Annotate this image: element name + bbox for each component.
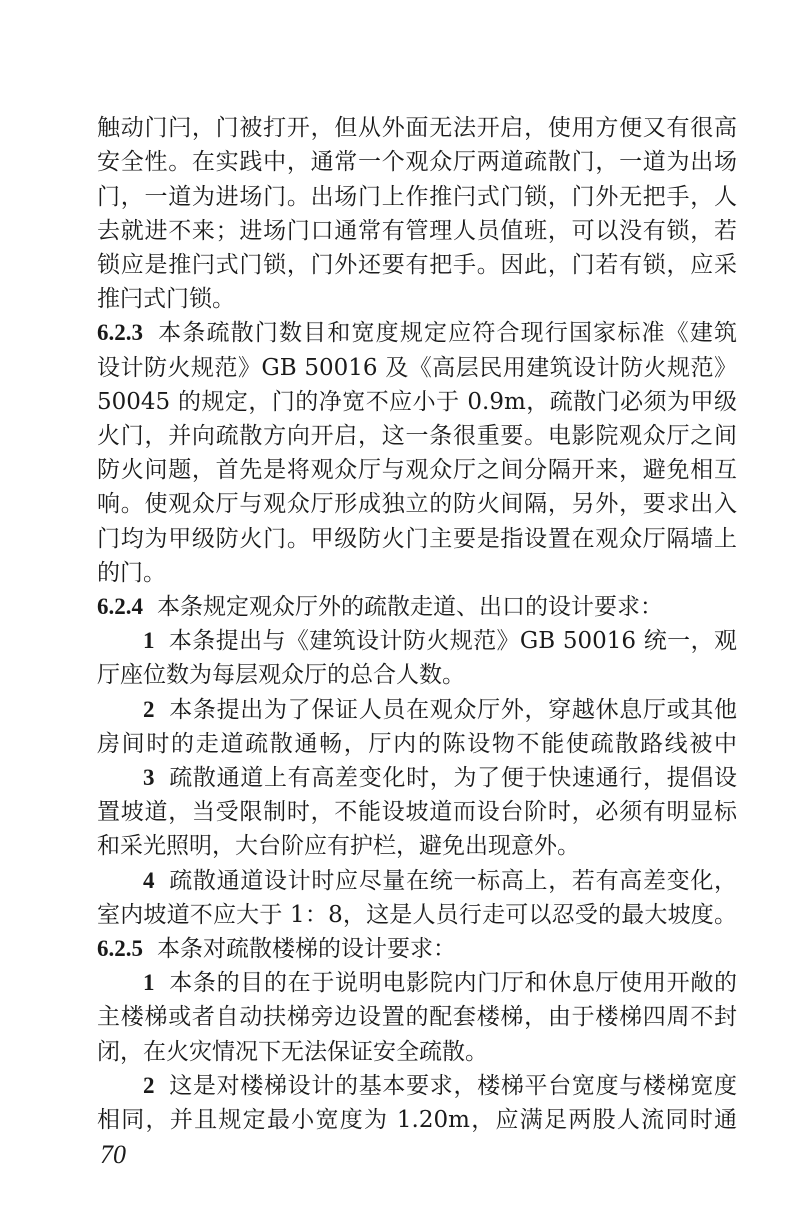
item-line: [143, 1071, 737, 1101]
text-line: 触动门闩，门被打开，但从外面无法开启，使用方便又有很高: [97, 115, 737, 141]
item-number: 4: [143, 868, 155, 893]
text-line: 防火问题，首先是将观众厅与观众厅之间分隔开来，避免相互: [97, 457, 737, 483]
item-number: 2: [143, 1073, 155, 1098]
text: 本条提出与《建筑设计防火规范》GB 50016 统一，观: [168, 628, 737, 654]
text-line: 去就进不来；进场门口通常有管理人员值班，可以没有锁，若: [97, 218, 737, 244]
text-line: 闭，在火灾情况下无法保证安全疏散。: [97, 1039, 488, 1065]
page-number: 70: [100, 1140, 126, 1169]
text-line: 的门。: [97, 560, 166, 586]
text: 本条对疏散楼梯的设计要求：: [157, 936, 456, 962]
item-line: [143, 695, 737, 725]
text-line: 推闩式门锁。: [97, 286, 235, 312]
text-line: 门均为甲级防火门。甲级防火门主要是指设置在观众厅隔墙上: [97, 526, 737, 552]
text: 本条疏散门数目和宽度规定应符合现行国家标准《建筑: [157, 320, 737, 346]
section-number: 6.2.3: [97, 320, 143, 345]
text: 本条的目的在于说明电影院内门厅和休息厅使用开敞的: [168, 970, 737, 996]
item-line: [143, 866, 737, 896]
text-line: 主楼梯或者自动扶梯旁边设置的配套楼梯，由于楼梯四周不封: [97, 1004, 737, 1030]
text-line: 锁应是推闩式门锁，门外还要有把手。因此，门若有锁，应采: [97, 252, 737, 278]
text-line: 相同，并且规定最小宽度为 1.20m，应满足两股人流同时通: [97, 1107, 737, 1133]
text-line: 门，一道为进场门。出场门上作推闩式门锁，门外无把手，人: [97, 184, 737, 210]
text: 疏散通道设计时应尽量在统一标高上，若有高差变化，: [168, 868, 737, 894]
section-6-2-5-line: [97, 934, 737, 964]
text-line: 响。使观众厅与观众厅形成独立的防火间隔，另外，要求出入: [97, 491, 737, 517]
text-line: 置坡道，当受限制时，不能设坡道而设台阶时，必须有明显标: [97, 799, 737, 825]
text: 疏散通道上有高差变化时，为了便于快速通行，提倡设: [168, 765, 737, 791]
text: 本条提出为了保证人员在观众厅外，穿越休息厅或其他: [168, 697, 737, 723]
text-line: 厅座位数为每层观众厅的总合人数。: [97, 662, 465, 688]
text-line: 和采光照明，大台阶应有护栏，避免出现意外。: [97, 833, 580, 859]
text: 这是对楼梯设计的基本要求，楼梯平台宽度与楼梯宽度: [168, 1073, 737, 1099]
section-number: 6.2.5: [97, 936, 143, 961]
item-line: [143, 763, 737, 793]
section-6-2-3-line: [97, 318, 737, 348]
text-line: 室内坡道不应大于 1：8，这是人员行走可以忍受的最大坡度。: [97, 902, 737, 928]
section-number: 6.2.4: [97, 594, 143, 619]
item-number: 2: [143, 697, 155, 722]
item-number: 3: [143, 765, 155, 790]
item-number: 1: [143, 628, 155, 653]
text-line: 房间时的走道疏散通畅，厅内的陈设物不能使疏散路线被中: [97, 731, 737, 757]
item-number: 1: [143, 970, 155, 995]
text-line: 50045 的规定，门的净宽不应小于 0.9m，疏散门必须为甲级: [97, 389, 737, 415]
text: 本条规定观众厅外的疏散走道、出口的设计要求：: [157, 594, 663, 620]
item-line: [143, 626, 737, 656]
text-line: 火门，并向疏散方向开启，这一条很重要。电影院观众厅之间: [97, 423, 737, 449]
item-line: [143, 968, 737, 998]
text-line: 设计防火规范》GB 50016 及《高层民用建筑设计防火规范》: [97, 355, 737, 381]
text-line: 安全性。在实践中，通常一个观众厅两道疏散门，一道为出场: [97, 149, 737, 175]
section-6-2-4-line: [97, 592, 737, 622]
